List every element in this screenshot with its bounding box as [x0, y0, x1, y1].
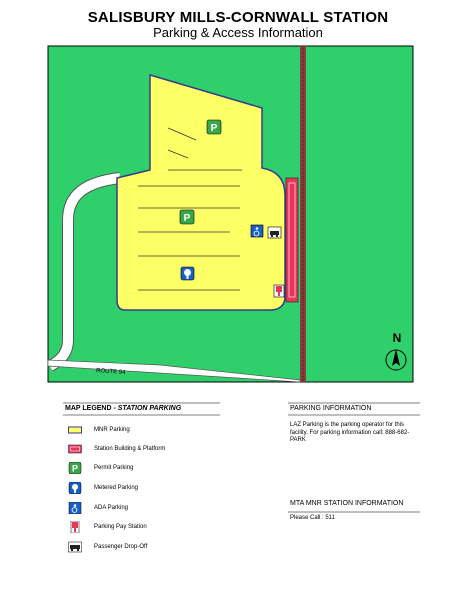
- svg-text:P: P: [183, 213, 191, 224]
- legend-item-permit-parking: [68, 462, 133, 474]
- legend-heading-italic: STATION PARKING: [117, 405, 182, 412]
- ada-parking-icon: [251, 225, 263, 237]
- page-title: SALISBURY MILLS-CORNWALL STATION: [87, 9, 389, 26]
- drop-off-icon: [268, 227, 281, 238]
- legend-label: Parking Pay Station: [94, 524, 147, 530]
- legend-label: Permit Parking: [94, 465, 134, 471]
- legend-item-metered-parking: [68, 482, 138, 494]
- pay-station-icon: [274, 285, 284, 297]
- metered-parking-icon: [181, 267, 194, 280]
- legend-item-drop-off: [68, 541, 147, 553]
- svg-text:P: P: [210, 123, 218, 134]
- station-platform: [286, 178, 298, 302]
- legend-label: ADA Parking: [94, 505, 129, 511]
- metered-parking-icon: [68, 482, 82, 494]
- legend-heading: [65, 405, 181, 412]
- legend-label: Passenger Drop-Off: [94, 544, 148, 550]
- legend-label: MNR Parking: [94, 427, 130, 433]
- parking-info-text: LAZ Parking is the parking operator for this facility. For parking information call: 888-682-PARK: [290, 422, 410, 443]
- station-info-text: Please Call : 511: [290, 515, 335, 521]
- permit-parking-icon: [180, 210, 194, 224]
- page-subtitle: Parking & Access Information: [153, 25, 323, 40]
- permit-parking-icon: [207, 120, 221, 134]
- route-94-label: ROUTE 94: [95, 368, 126, 377]
- mnr-parking-swatch: [68, 424, 82, 436]
- pay-station-icon: [68, 521, 82, 533]
- station-building-swatch: [68, 443, 82, 455]
- drop-off-icon: [68, 541, 82, 553]
- legend-label: Metered Parking: [94, 485, 139, 491]
- svg-text:P: P: [71, 463, 79, 474]
- legend-item-mnr-parking: [68, 424, 130, 436]
- permit-parking-icon: [68, 462, 82, 474]
- north-label: N: [392, 331, 402, 345]
- legend-item-ada-parking: [68, 502, 128, 514]
- legend-item-station-building: [68, 443, 165, 455]
- ada-parking-icon: [68, 502, 82, 514]
- legend-item-pay-station: [68, 521, 147, 533]
- legend-heading-prefix: MAP LEGEND -: [65, 405, 118, 412]
- legend-label: Station Building & Platform: [94, 446, 166, 452]
- parking-info-heading: PARKING INFORMATION: [290, 405, 372, 412]
- station-info-heading: MTA MNR STATION INFORMATION: [290, 500, 404, 507]
